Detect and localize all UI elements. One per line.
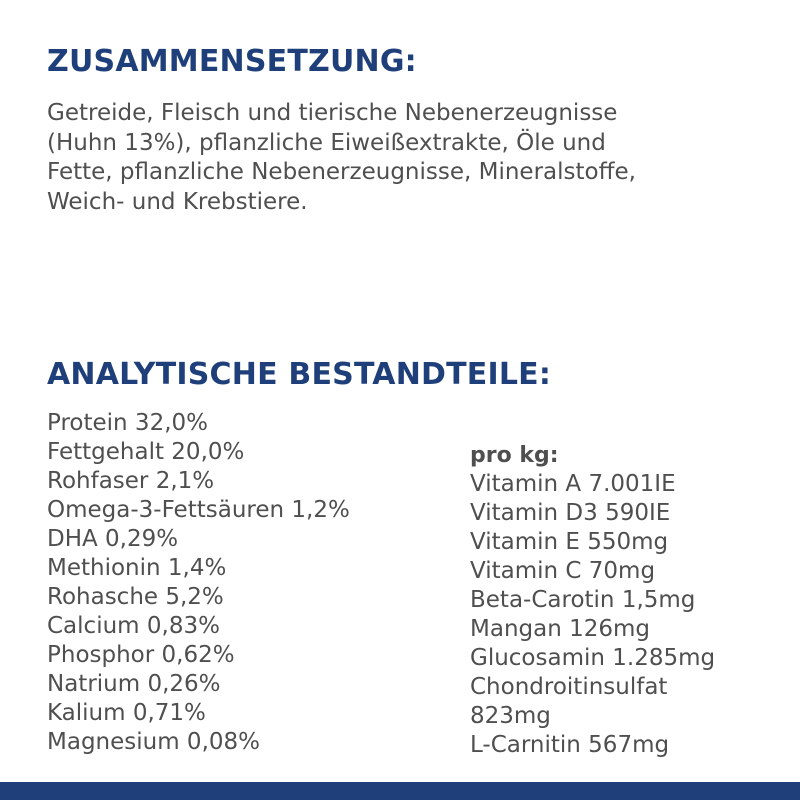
per-kg-label: pro kg: (470, 443, 559, 468)
composition-line: Fette, pflanzliche Nebenerzeugnisse, Mineralstoffe, (47, 159, 636, 185)
list-item: L-Carnitin 567mg (470, 732, 670, 758)
analytical-constituents-list (47, 409, 350, 757)
list-item: Vitamin E 550mg (470, 529, 669, 555)
analytical-heading: ANALYTISCHE BESTANDTEILE: (47, 357, 552, 392)
list-item: Beta-Carotin 1,5mg (470, 587, 696, 613)
list-item: Vitamin C 70mg (470, 558, 656, 584)
composition-line: Weich- und Krebstiere. (47, 188, 308, 215)
bottom-bar (0, 782, 800, 800)
list-item: Vitamin A 7.001IE (470, 471, 676, 497)
composition-line: (Huhn 13%), pflanzliche Eiweißextrakte, Öle und (47, 129, 606, 156)
list-item: Phosphor 0,62% (47, 642, 235, 668)
list-item: 823mg (470, 703, 551, 729)
list-item: Kalium 0,71% (47, 700, 206, 726)
list-item: Chondroitinsulfat (470, 674, 668, 700)
list-item: Omega-3-Fettsäuren 1,2% (47, 497, 350, 523)
per-kg-list (470, 470, 715, 760)
list-item: Rohasche 5,2% (47, 584, 224, 610)
list-item: Mangan 126mg (470, 616, 651, 642)
list-item: Vitamin D3 590IE (470, 500, 671, 526)
list-item: Fettgehalt 20,0% (47, 439, 245, 465)
list-item: Calcium 0,83% (47, 613, 220, 639)
list-item: DHA 0,29% (47, 526, 179, 552)
composition-line: Getreide, Fleisch und tierische Nebenerzeugnisse (47, 100, 618, 126)
list-item: Rohfaser 2,1% (47, 468, 215, 494)
list-item: Protein 32,0% (47, 410, 208, 436)
list-item: Magnesium 0,08% (47, 729, 260, 755)
composition-heading: ZUSAMMENSETZUNG: (47, 44, 417, 79)
list-item: Glucosamin 1.285mg (470, 645, 716, 671)
list-item: Natrium 0,26% (47, 671, 221, 697)
list-item: Methionin 1,4% (47, 555, 227, 581)
composition-text (47, 99, 767, 217)
